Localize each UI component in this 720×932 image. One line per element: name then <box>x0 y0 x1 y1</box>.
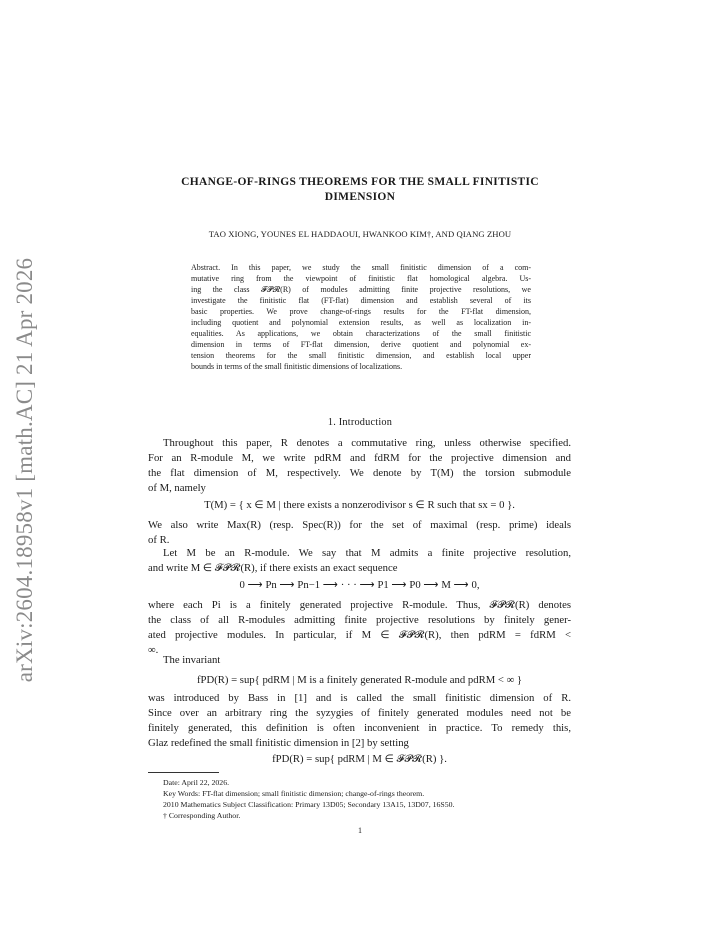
equation-exact-sequence <box>148 578 571 593</box>
abstract-line: ing the class 𝓕𝓟𝓡(R) of modules admitting finite projective resolutions, we <box>191 285 531 294</box>
arxiv-identifier: arXiv:2604.18958v1 [math.AC] 21 Apr 2026 <box>12 257 37 683</box>
arxiv-sidebar-stamp <box>2 240 48 700</box>
text-line: ated projective modules. In particular, if M ∈ 𝓕𝓟𝓡(R), then pdRM = fdRM < <box>148 629 571 641</box>
text-line: Throughout this paper, R denotes a commutative ring, unless otherwise specified. <box>163 437 571 449</box>
display-equation: fPD(R) = sup{ pdRM | M ∈ 𝓕𝓟𝓡(R) }. <box>272 753 447 765</box>
paragraph-projective <box>148 598 571 658</box>
text-line: The invariant <box>163 654 221 666</box>
text-line: the flat dimension of M, respectively. We denote by T(M) the torsion submodule <box>148 467 571 479</box>
equation-torsion <box>148 498 571 513</box>
abstract-line: tension theorems for the small finitistic dimension, and establish local upper <box>191 351 531 360</box>
text-line: Let M be an R-module. We say that M admits a finite projective resolution, <box>163 547 571 559</box>
text-line: Glaz redefined the small finitistic dimension in [2] by setting <box>148 737 409 749</box>
equation-fpd-bass <box>148 673 571 688</box>
abstract <box>191 262 531 372</box>
abstract-line: basic properties. We prove change-of-rings results for the FT-flat dimension, <box>191 307 531 316</box>
text-line: finitely generated, this definition is often inconvenient in practice. To remedy this, <box>148 722 571 734</box>
text-line: and write M ∈ 𝓕𝓟𝓡(R), if there exists an exact sequence <box>148 562 398 574</box>
paragraph-invariant <box>148 653 571 668</box>
text-line: For an R-module M, we write pdRM and fdRM for the projective dimension and <box>148 452 571 464</box>
paragraph-bass <box>148 691 571 751</box>
abstract-line: Abstract. In this paper, we study the small finitistic dimension of a com- <box>191 263 531 272</box>
abstract-line: mutative ring from the viewpoint of finitistic flat homological algebra. Us- <box>191 274 531 283</box>
display-equation: fPD(R) = sup{ pdRM | M is a finitely generated R-module and pdRM < ∞ } <box>196 674 523 686</box>
text-line: the class of all R-modules admitting finite projective resolutions by finitely gener- <box>148 614 571 626</box>
paper-title <box>140 175 580 205</box>
abstract-line: including quotient and polynomial extension results, as well as localization in- <box>191 318 531 327</box>
abstract-line: dimension in terms of FT-flat dimension, derive quotient and polynomial ex- <box>191 340 531 349</box>
footnote-msc: 2010 Mathematics Subject Classification: Primary 13D05; Secondary 13A15, 13D07, 16S50. <box>163 800 455 809</box>
title-line: DIMENSION <box>324 191 396 203</box>
footnote-keywords: Key Words: FT-flat dimension; small finitistic dimension; change-of-rings theorem. <box>163 789 425 798</box>
section-heading: 1. Introduction <box>327 417 393 428</box>
paragraph-fpr <box>148 546 571 576</box>
abstract-line: bounds in terms of the small finitistic dimensions of localizations. <box>191 362 403 371</box>
author-list: TAO XIONG, YOUNES EL HADDAOUI, HWANKOO KIM†, AND QIANG ZHOU <box>208 229 512 239</box>
title-line: CHANGE-OF-RINGS THEOREMS FOR THE SMALL FINITISTIC <box>181 176 539 188</box>
paragraph-intro <box>148 436 571 496</box>
abstract-line: investigate the finitistic flat (FT-flat) dimension and establish several of its <box>191 296 531 305</box>
paragraph-max-spec <box>148 518 571 548</box>
footnote-rule <box>148 772 219 773</box>
text-line: of R. <box>148 534 170 546</box>
display-equation: T(M) = { x ∈ M | there exists a nonzerodivisor s ∈ R such that sx = 0 }. <box>204 499 515 511</box>
text-line: was introduced by Bass in [1] and is called the small finitistic dimension of R. <box>148 692 571 704</box>
text-line: ∞. <box>148 644 159 656</box>
display-equation: 0 ⟶ Pn ⟶ Pn−1 ⟶ · · · ⟶ P1 ⟶ P0 ⟶ M ⟶ 0, <box>239 579 480 591</box>
footnote-date: Date: April 22, 2026. <box>163 778 230 787</box>
equation-fpd-glaz <box>148 752 571 767</box>
page-number: 1 <box>358 826 362 835</box>
text-line: where each Pi is a finitely generated projective R-module. Thus, 𝓕𝓟𝓡(R) denotes <box>148 599 571 611</box>
footnote-corresponding: † Corresponding Author. <box>163 811 241 820</box>
text-line: We also write Max(R) (resp. Spec(R)) for the set of maximal (resp. prime) ideals <box>148 519 571 531</box>
text-line: of M, namely <box>148 482 206 494</box>
abstract-line: equalities. As applications, we obtain characterizations of the small finitistic <box>191 329 531 338</box>
text-line: Since over an arbitrary ring the syzygies of finitely generated modules need not be <box>148 707 571 719</box>
